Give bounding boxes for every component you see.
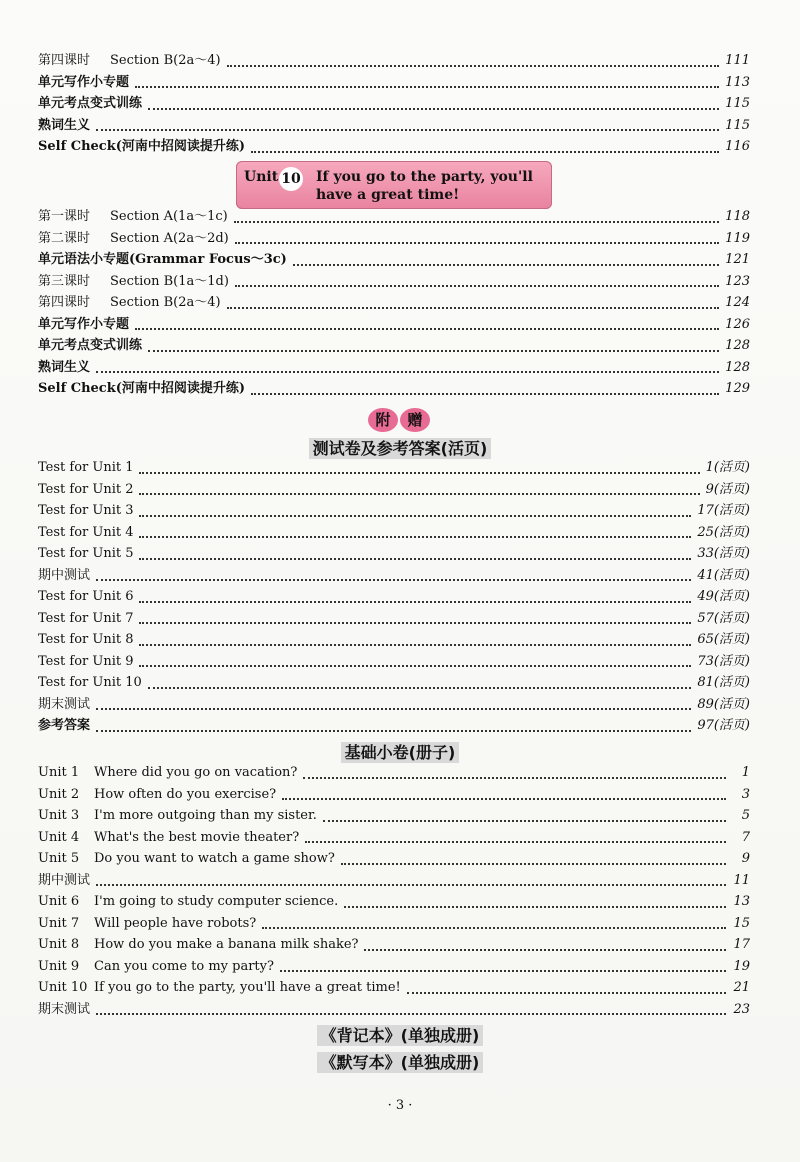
toc-entry-label: Test for Unit 6 — [38, 589, 134, 604]
page-number-ref: 1(活页) — [705, 460, 750, 475]
dot-leader — [139, 514, 691, 517]
toc-entry — [38, 358, 750, 378]
page-number-ref: 111 — [725, 53, 750, 68]
unit-name: Unit 3 — [38, 808, 80, 823]
section-name: Section B(2a～4) — [110, 53, 221, 68]
toc-entry — [38, 652, 750, 672]
toc-entry-label: Test for Unit 1 — [38, 460, 134, 475]
toc-entry — [38, 785, 750, 805]
unit-title: If you go to the party, you'll have a great time! — [94, 980, 401, 995]
dot-leader — [148, 686, 692, 689]
toc-entry-label — [38, 828, 299, 848]
toc-entry — [38, 892, 750, 912]
section-name: Section A(1a～1c) — [110, 209, 228, 224]
toc-entry-label — [38, 293, 221, 313]
unit-name: Unit 2 — [38, 786, 80, 802]
toc-entry-label — [38, 785, 276, 805]
toc-entry — [38, 293, 750, 313]
unit-name: Unit 9 — [38, 958, 80, 974]
toc-entry — [38, 51, 750, 71]
page-number-ref: 15 — [733, 915, 750, 931]
booklet-dictation: 《默写本》(单独成册) — [0, 1050, 800, 1073]
page-number-ref: 17(活页) — [697, 503, 750, 518]
toc-entry — [38, 871, 750, 891]
toc-entry-label — [38, 806, 317, 826]
toc-entry-label: 单元考点变式训练 — [38, 338, 143, 353]
dot-leader — [96, 578, 691, 581]
toc-entry-label — [38, 871, 90, 891]
toc-entry-label: 单元写作小专题 — [38, 74, 130, 90]
page-number-ref: 81(活页) — [697, 675, 750, 690]
toc-entry — [38, 957, 750, 977]
dot-leader — [96, 128, 719, 131]
toc-entry — [38, 501, 750, 521]
dot-leader — [234, 220, 719, 223]
toc-entry — [38, 207, 750, 227]
toc-entry-label — [38, 51, 221, 71]
dot-leader — [280, 969, 726, 972]
toc-entry-label — [38, 935, 358, 955]
page-number-ref: 97(活页) — [697, 718, 750, 733]
unit-title: How do you make a banana milk shake? — [94, 937, 359, 952]
page-number-ref: 115 — [725, 96, 750, 111]
unit-title: How often do you exercise? — [94, 786, 277, 802]
toc-entry-label: Test for Unit 3 — [38, 503, 134, 518]
toc-entry-label: Self Check(河南中招阅读提升练) — [38, 139, 246, 154]
dot-leader — [139, 557, 691, 560]
dot-leader — [139, 643, 691, 646]
unit-name: 期末测试 — [38, 1001, 91, 1017]
dot-leader — [262, 926, 726, 929]
toc-entry-label: 单元写作小专题 — [38, 316, 130, 332]
toc-entry-label: Test for Unit 9 — [38, 653, 134, 669]
toc-entry-label — [38, 207, 228, 227]
toc-entry — [38, 695, 750, 715]
dot-leader — [235, 284, 719, 287]
page-number-ref: 124 — [725, 295, 750, 310]
page-number-ref: 5 — [741, 808, 750, 823]
toc-entry — [38, 630, 750, 650]
dot-leader — [139, 492, 699, 495]
basics-heading: 基础小卷(册子) — [0, 740, 800, 763]
dot-leader — [148, 349, 719, 352]
lesson-name: 第一课时 — [38, 209, 91, 224]
toc-entry-label — [38, 957, 274, 977]
toc-entry — [38, 978, 750, 998]
toc-entry-label: 熟词生义 — [38, 359, 91, 375]
toc-entry — [38, 609, 750, 629]
toc-entry — [38, 272, 750, 292]
dot-leader — [407, 991, 726, 994]
page-number-ref: 11 — [733, 872, 750, 888]
unit-number-badge: 10 — [279, 167, 303, 191]
page-number-ref: 57(活页) — [697, 610, 750, 626]
toc-entry-label — [38, 272, 229, 292]
page-number-ref: 49(活页) — [697, 589, 750, 604]
toc-entry-label — [38, 892, 338, 912]
toc-entry — [38, 587, 750, 607]
toc-entry-label: Self Check(河南中招阅读提升练) — [38, 381, 246, 396]
unit10-banner — [236, 161, 552, 209]
fuzeng-badge — [368, 408, 432, 432]
unit-title: Can you come to my party? — [94, 958, 274, 974]
dot-leader — [139, 664, 691, 667]
toc-entry — [38, 914, 750, 934]
toc-entry — [38, 673, 750, 693]
dot-leader — [303, 776, 726, 779]
dot-leader — [282, 797, 726, 800]
unit-title: Do you want to watch a game show? — [94, 851, 335, 866]
dot-leader — [293, 263, 719, 266]
toc-entry-label: Test for Unit 7 — [38, 610, 134, 626]
unit-name: Unit 8 — [38, 937, 80, 952]
unit-name: Unit 1 — [38, 765, 80, 780]
page-number-ref: 13 — [733, 894, 750, 909]
dot-leader — [341, 862, 726, 865]
toc-entry-label: 期末测试 — [38, 696, 91, 712]
page-number-ref: 33(活页) — [697, 546, 750, 561]
page-number-ref: 19 — [733, 958, 750, 974]
dot-leader — [139, 621, 691, 624]
toc-entry — [38, 828, 750, 848]
dot-leader — [96, 707, 691, 710]
page-number-ref: 1 — [741, 765, 750, 780]
dot-leader — [139, 600, 691, 603]
unit-name: Unit 4 — [38, 829, 80, 845]
toc-entry — [38, 566, 750, 586]
dot-leader — [305, 840, 726, 843]
dot-leader — [227, 306, 720, 309]
toc-entry-label: 期中测试 — [38, 567, 91, 583]
page-number-ref: 128 — [725, 338, 750, 353]
toc-entry — [38, 763, 750, 783]
dot-leader — [148, 107, 719, 110]
unit-title: I'm going to study computer science. — [94, 894, 339, 909]
toc-entry-label — [38, 229, 229, 249]
tests-heading: 测试卷及参考答案(活页) — [0, 436, 800, 459]
toc-entry — [38, 716, 750, 736]
unit-name: Unit 5 — [38, 851, 80, 866]
toc-entry — [38, 806, 750, 826]
unit-name: 期中测试 — [38, 872, 91, 888]
page-number-ref: 129 — [725, 381, 750, 396]
page-number-ref: 41(活页) — [697, 567, 750, 583]
page-number-ref: 128 — [725, 359, 750, 375]
unit-name: Unit 6 — [38, 894, 80, 909]
unit-title: Will people have robots? — [94, 915, 257, 931]
toc-entry — [38, 229, 750, 249]
page-number-ref: 25(活页) — [697, 524, 750, 540]
toc-entry — [38, 458, 750, 478]
toc-entry — [38, 849, 750, 869]
toc-entry — [38, 523, 750, 543]
page-number-ref: 73(活页) — [697, 653, 750, 669]
dot-leader — [344, 905, 726, 908]
toc-entry — [38, 137, 750, 157]
page-number-ref: 9(活页) — [705, 481, 750, 497]
toc-entry-label: 熟词生义 — [38, 117, 91, 133]
toc-entry-label — [38, 978, 401, 998]
page-number-ref: 65(活页) — [697, 632, 750, 647]
toc-entry-label: Test for Unit 5 — [38, 546, 134, 561]
unit-title-line2: have a great time! — [316, 187, 460, 203]
toc-entry — [38, 544, 750, 564]
toc-entry — [38, 336, 750, 356]
page-number-ref: 116 — [725, 139, 750, 154]
toc-entry-label: Test for Unit 2 — [38, 481, 134, 497]
page-number-ref: 9 — [741, 851, 750, 866]
page-number-ref: 115 — [725, 117, 750, 133]
dot-leader — [251, 392, 719, 395]
fuzeng-char-1: 附 — [368, 408, 398, 432]
page-number-ref: 119 — [725, 230, 750, 246]
fuzeng-char-2: 赠 — [400, 408, 430, 432]
section-name: Section A(2a～2d) — [110, 230, 229, 246]
unit-title: What's the best movie theater? — [94, 829, 300, 845]
toc-entry — [38, 379, 750, 399]
dot-leader — [135, 85, 719, 88]
lesson-name: 第二课时 — [38, 230, 91, 246]
unit-title: I'm more outgoing than my sister. — [94, 808, 317, 823]
toc-entry — [38, 480, 750, 500]
toc-entry-label — [38, 1000, 90, 1020]
toc-entry — [38, 250, 750, 270]
unit-name: Unit 7 — [38, 915, 80, 931]
page-number-ref: 121 — [725, 252, 750, 267]
toc-entry — [38, 315, 750, 335]
toc-entry-label — [38, 763, 297, 783]
toc-entry-label — [38, 849, 335, 869]
toc-entry-label: Test for Unit 8 — [38, 632, 134, 647]
page-number-ref: 7 — [741, 829, 750, 845]
dot-leader — [227, 64, 720, 67]
toc-entry-label: Test for Unit 4 — [38, 524, 134, 540]
dot-leader — [139, 535, 691, 538]
page-number-ref: 17 — [733, 937, 750, 952]
unit-name: Unit 10 — [38, 980, 88, 995]
dot-leader — [96, 883, 726, 886]
toc-entry — [38, 935, 750, 955]
toc-entry-label: 单元考点变式训练 — [38, 96, 143, 111]
page-number-ref: 89(活页) — [697, 696, 750, 712]
dot-leader — [135, 327, 719, 330]
page-number-ref: 21 — [733, 980, 750, 995]
dot-leader — [96, 729, 691, 732]
page-number-ref: 23 — [733, 1001, 750, 1017]
dot-leader — [96, 370, 719, 373]
toc-entry-label: 单元语法小专题(Grammar Focus～3c) — [38, 252, 287, 267]
toc-entry — [38, 116, 750, 136]
page-number: · 3 · — [387, 1098, 413, 1113]
dot-leader — [235, 241, 719, 244]
dot-leader — [323, 819, 726, 822]
dot-leader — [364, 948, 726, 951]
section-name: Section B(1a～1d) — [110, 273, 229, 289]
unit-title-line1: If you go to the party, you'll — [316, 169, 533, 185]
dot-leader — [139, 471, 699, 474]
page-number-ref: 118 — [725, 209, 750, 224]
page-number-ref: 126 — [725, 316, 750, 332]
toc-entry-label — [38, 914, 256, 934]
booklet-recite: 《背记本》(单独成册) — [0, 1023, 800, 1046]
lesson-name: 第四课时 — [38, 295, 91, 310]
unit-title: Where did you go on vacation? — [94, 765, 298, 780]
page-number-ref: 113 — [725, 74, 750, 90]
toc-entry — [38, 94, 750, 114]
section-name: Section B(2a～4) — [110, 295, 221, 310]
lesson-name: 第三课时 — [38, 273, 91, 289]
toc-entry-label: Test for Unit 10 — [38, 675, 142, 690]
dot-leader — [96, 1012, 726, 1015]
page-number-ref: 3 — [741, 786, 750, 802]
unit-word: Unit — [244, 169, 279, 185]
dot-leader — [251, 150, 719, 153]
toc-entry — [38, 1000, 750, 1020]
page-number-ref: 123 — [725, 273, 750, 289]
toc-entry — [38, 73, 750, 93]
lesson-name: 第四课时 — [38, 53, 91, 68]
toc-entry-label: 参考答案 — [38, 718, 91, 733]
